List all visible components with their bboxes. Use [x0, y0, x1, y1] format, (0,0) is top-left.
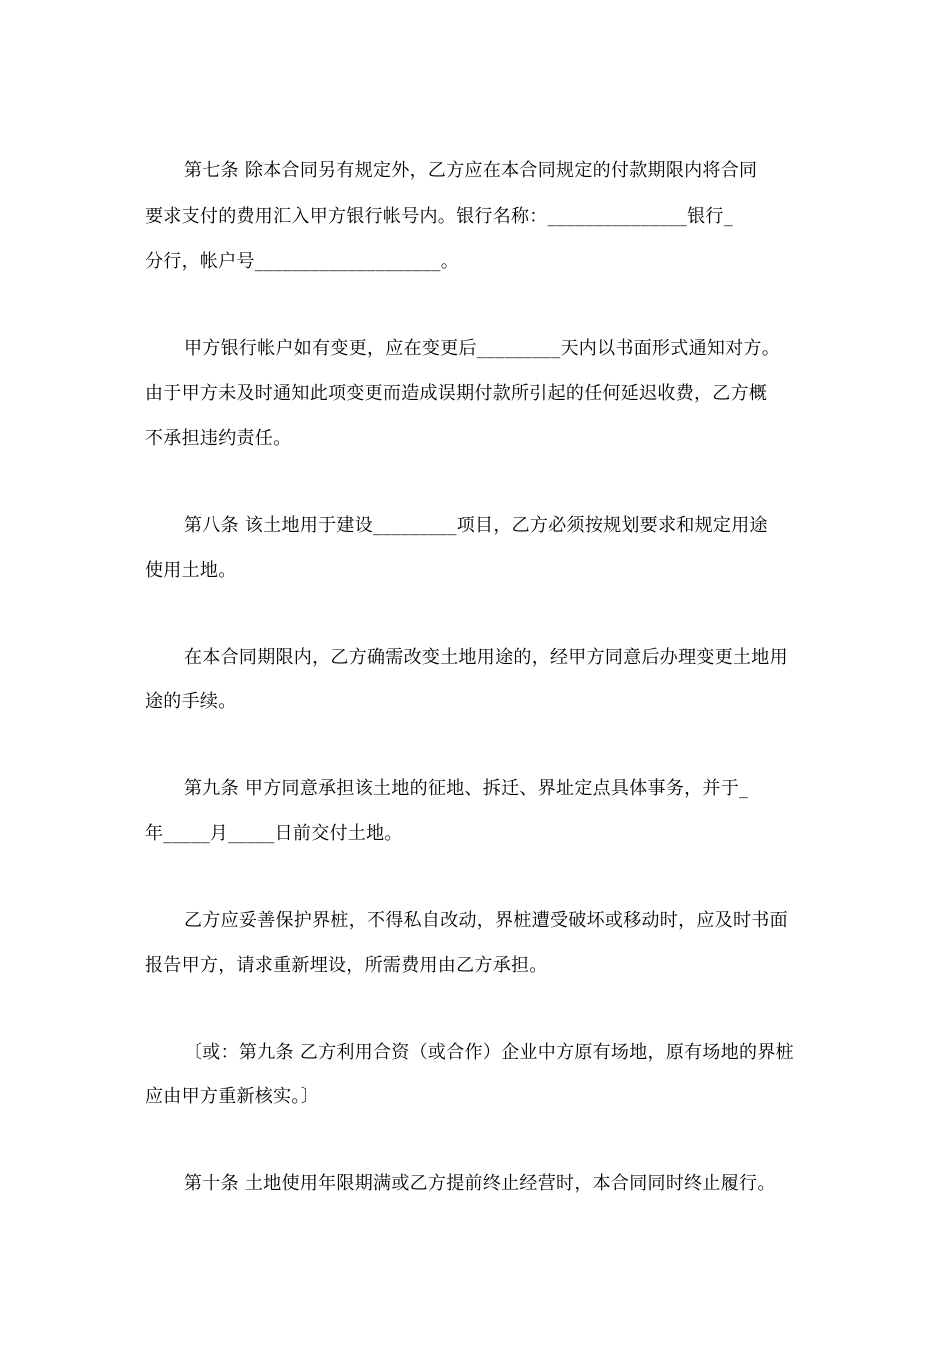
article-8-line-1: 第八条 该土地用于建设_________项目，乙方必须按规划要求和规定用途 — [184, 515, 768, 536]
change-use-line-1: 在本合同期限内，乙方确需改变土地用途的，经甲方同意后办理变更土地用 — [184, 647, 788, 668]
article-7-line-1: 第七条 除本合同另有规定外，乙方应在本合同规定的付款期限内将合同 — [184, 160, 758, 181]
article-9-line-1: 第九条 甲方同意承担该土地的征地、拆迁、界址定点具体事务，并于_ — [184, 778, 749, 799]
article-9-alt-line-2: 应由甲方重新核实。〕 — [145, 1086, 319, 1107]
boundary-stakes-line-1: 乙方应妥善保护界桩，不得私自改动，界桩遭受破坏或移动时，应及时书面 — [184, 910, 788, 931]
account-change-line-2: 由于甲方未及时通知此项变更而造成误期付款所引起的任何延迟收费，乙方概 — [145, 383, 768, 404]
account-change-line-3: 不承担违约责任。 — [145, 428, 292, 449]
article-9-alt-line-1: 〔或：第九条 乙方利用合资（或合作）企业中方原有场地，原有场地的界桩 — [184, 1042, 794, 1063]
account-change-line-1: 甲方银行帐户如有变更，应在变更后_________天内以书面形式通知对方。 — [184, 338, 781, 359]
article-9-line-2: 年_____月_____日前交付土地。 — [145, 823, 403, 844]
article-7-line-3: 分行，帐户号____________________。 — [145, 251, 460, 272]
article-8-line-2: 使用土地。 — [145, 560, 237, 581]
boundary-stakes-line-2: 报告甲方，请求重新埋设，所需费用由乙方承担。 — [145, 955, 548, 976]
article-7-line-2: 要求支付的费用汇入甲方银行帐号内。银行名称：_______________银行_ — [145, 206, 733, 227]
article-10-line-1: 第十条 土地使用年限期满或乙方提前终止经营时，本合同同时终止履行。 — [184, 1173, 776, 1194]
change-use-line-2: 途的手续。 — [145, 691, 237, 712]
